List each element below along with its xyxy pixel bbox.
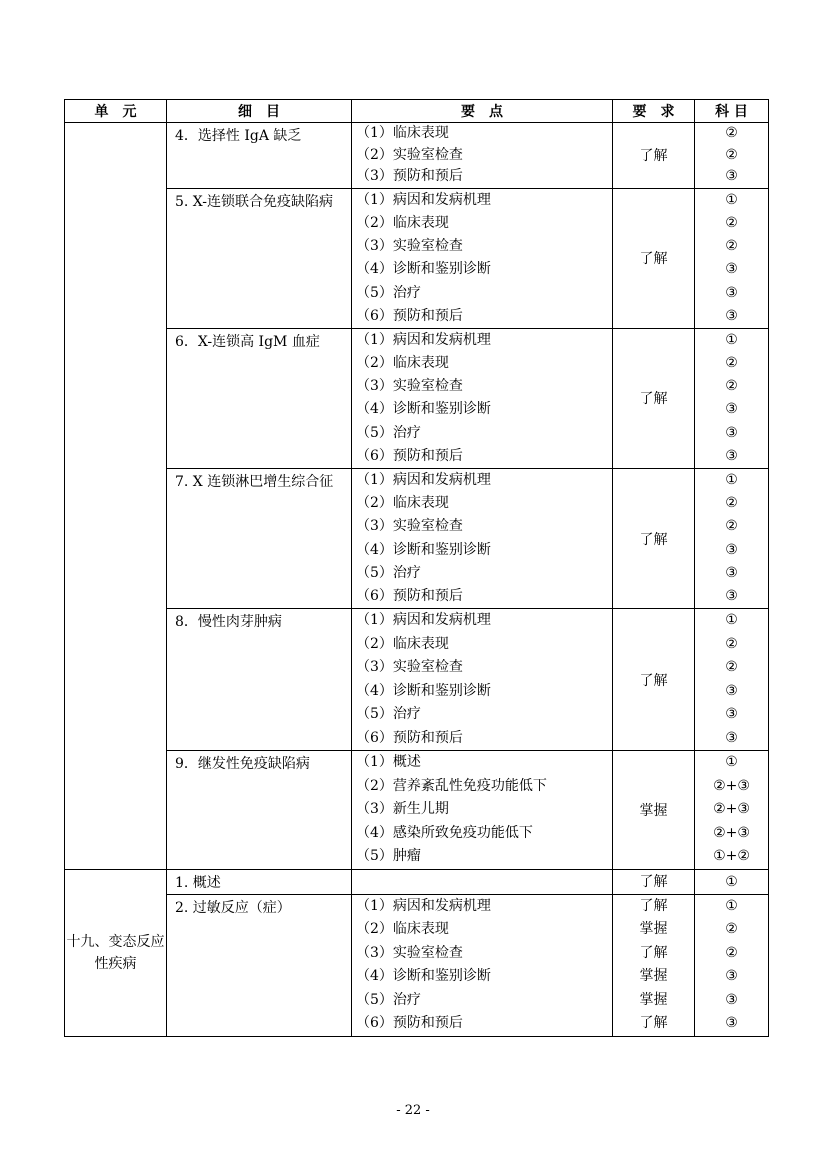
detail-cell: 5. X-连锁联合免疫缺陷病 bbox=[167, 188, 352, 328]
requirement-item: 了解 bbox=[639, 1015, 668, 1032]
point-item: （3）新生儿期 bbox=[356, 801, 449, 818]
subject-item: ② bbox=[725, 125, 738, 141]
point-item: （2）临床表现 bbox=[356, 921, 449, 938]
subject-item: ③ bbox=[725, 284, 738, 301]
point-item: （1）临床表现 bbox=[356, 125, 449, 141]
point-item: （5）治疗 bbox=[356, 424, 421, 441]
header-point: 要 点 bbox=[352, 100, 613, 123]
point-item: （5）治疗 bbox=[356, 706, 421, 723]
point-item: （4）诊断和鉴别诊断 bbox=[356, 968, 491, 985]
subjects-cell bbox=[695, 469, 769, 609]
table-body bbox=[65, 123, 769, 1037]
detail-cell: 6．X-连锁高 IgM 血症 bbox=[167, 328, 352, 468]
points-cell bbox=[352, 469, 613, 609]
detail-cell: 9．继发性免疫缺陷病 bbox=[167, 751, 352, 870]
subject-item: ① bbox=[725, 754, 738, 771]
table-row bbox=[65, 328, 769, 468]
subject-item: ③ bbox=[725, 261, 738, 278]
subjects-cell bbox=[695, 751, 769, 870]
subject-item: ① bbox=[725, 897, 738, 914]
point-item: （6）预防和预后 bbox=[356, 587, 463, 604]
points-cell bbox=[352, 188, 613, 328]
point-item: （5）治疗 bbox=[356, 284, 421, 301]
points-cell-empty bbox=[352, 869, 613, 894]
requirement-cell: 了解 bbox=[613, 328, 695, 468]
detail-cell: 7. X 连锁淋巴增生综合征 bbox=[167, 469, 352, 609]
point-item: （4）诊断和鉴别诊断 bbox=[356, 261, 491, 278]
subject-item: ③ bbox=[725, 1015, 738, 1032]
points-cell bbox=[352, 123, 613, 189]
requirement-cell: 了解 bbox=[613, 869, 695, 894]
subject-item: ③ bbox=[725, 401, 738, 418]
subjects-cell bbox=[695, 188, 769, 328]
subject-item: ③ bbox=[725, 968, 738, 985]
subject-item: ② bbox=[725, 378, 738, 395]
header-detail: 细 目 bbox=[167, 100, 352, 123]
point-item: （4）诊断和鉴别诊断 bbox=[356, 401, 491, 418]
point-item: （2）临床表现 bbox=[356, 355, 449, 372]
requirement-item: 了解 bbox=[639, 944, 668, 961]
point-item: （2）营养紊乱性免疫功能低下 bbox=[356, 777, 547, 794]
subject-item: ③ bbox=[725, 424, 738, 441]
point-item: （6）预防和预后 bbox=[356, 447, 463, 464]
unit-cell-19: 十九、变态反应性疾病 bbox=[65, 869, 167, 1036]
point-item: （1）病因和发病机理 bbox=[356, 472, 491, 489]
point-item: （3）实验室检查 bbox=[356, 238, 463, 255]
subjects-cell bbox=[695, 328, 769, 468]
subject-item: ① bbox=[725, 191, 738, 208]
requirement-item: 掌握 bbox=[639, 921, 668, 938]
subject-item: ② bbox=[725, 214, 738, 231]
point-item: （3）实验室检查 bbox=[356, 378, 463, 395]
detail-cell: 8．慢性肉芽肿病 bbox=[167, 609, 352, 751]
point-item: （1）病因和发病机理 bbox=[356, 331, 491, 348]
header-unit: 单 元 bbox=[65, 100, 167, 123]
point-item: （5）治疗 bbox=[356, 564, 421, 581]
table-row bbox=[65, 188, 769, 328]
point-item: （2）实验室检查 bbox=[356, 146, 463, 163]
subject-item: ②+③ bbox=[713, 824, 750, 841]
point-item: （5）治疗 bbox=[356, 991, 421, 1008]
subject-item: ① bbox=[725, 612, 738, 629]
table-row bbox=[65, 894, 769, 1036]
point-item: （4）诊断和鉴别诊断 bbox=[356, 682, 491, 699]
subject-item: ③ bbox=[725, 447, 738, 464]
table-row bbox=[65, 123, 769, 189]
subject-item: ② bbox=[725, 921, 738, 938]
subject-item: ③ bbox=[725, 729, 738, 746]
subjects-cell bbox=[695, 894, 769, 1036]
points-cell bbox=[352, 609, 613, 751]
points-cell bbox=[352, 894, 613, 1036]
point-item: （3）实验室检查 bbox=[356, 518, 463, 535]
point-item: （6）预防和预后 bbox=[356, 729, 463, 746]
point-item: （6）预防和预后 bbox=[356, 307, 463, 324]
subject-item: ③ bbox=[725, 991, 738, 1008]
requirement-cell: 了解 bbox=[613, 609, 695, 751]
header-requirement: 要 求 bbox=[613, 100, 695, 123]
subject-item: ② bbox=[725, 659, 738, 676]
subject-item: ② bbox=[725, 635, 738, 652]
subjects-cell: ① bbox=[695, 869, 769, 894]
detail-cell: 4．选择性 IgA 缺乏 bbox=[167, 123, 352, 189]
point-item: （1）病因和发病机理 bbox=[356, 191, 491, 208]
subject-item: ③ bbox=[725, 682, 738, 699]
requirement-cell: 掌握 bbox=[613, 751, 695, 870]
subject-item: ② bbox=[725, 146, 738, 163]
point-item: （3）预防和预后 bbox=[356, 168, 463, 185]
table-row bbox=[65, 751, 769, 870]
points-cell bbox=[352, 751, 613, 870]
point-item: （3）实验室检查 bbox=[356, 944, 463, 961]
point-item: （2）临床表现 bbox=[356, 635, 449, 652]
point-item: （2）临床表现 bbox=[356, 214, 449, 231]
requirement-cell: 了解 bbox=[613, 469, 695, 609]
points-cell bbox=[352, 328, 613, 468]
point-item: （4）诊断和鉴别诊断 bbox=[356, 541, 491, 558]
page-number: - 22 - bbox=[396, 1103, 430, 1118]
subject-item: ② bbox=[725, 355, 738, 372]
point-item: （5）肿瘤 bbox=[356, 848, 421, 865]
requirement-item: 掌握 bbox=[639, 968, 668, 985]
subject-item: ② bbox=[725, 944, 738, 961]
table-row bbox=[65, 869, 769, 894]
subject-item: ① bbox=[725, 331, 738, 348]
subject-item: ③ bbox=[725, 307, 738, 324]
subject-item: ① bbox=[725, 472, 738, 489]
detail-cell: 1. 概述 bbox=[167, 869, 352, 894]
point-item: （2）临床表现 bbox=[356, 495, 449, 512]
subject-item: ② bbox=[725, 238, 738, 255]
subject-item: ②+③ bbox=[713, 801, 750, 818]
point-item: （4）感染所致免疫功能低下 bbox=[356, 824, 533, 841]
requirement-item: 了解 bbox=[639, 897, 668, 914]
table-row bbox=[65, 469, 769, 609]
header-row bbox=[65, 100, 769, 123]
subject-item: ③ bbox=[725, 706, 738, 723]
subject-item: ①+② bbox=[713, 848, 750, 865]
subjects-cell bbox=[695, 123, 769, 189]
subject-item: ② bbox=[725, 518, 738, 535]
requirement-item: 掌握 bbox=[639, 991, 668, 1008]
detail-cell: 2. 过敏反应（症） bbox=[167, 894, 352, 1036]
subjects-cell bbox=[695, 609, 769, 751]
syllabus-table bbox=[64, 99, 769, 1037]
point-item: （1）概述 bbox=[356, 754, 421, 771]
point-item: （1）病因和发病机理 bbox=[356, 612, 491, 629]
point-item: （3）实验室检查 bbox=[356, 659, 463, 676]
subject-item: ③ bbox=[725, 541, 738, 558]
unit-cell-empty bbox=[65, 123, 167, 870]
point-item: （1）病因和发病机理 bbox=[356, 897, 491, 914]
subject-item: ③ bbox=[725, 168, 738, 185]
requirement-cell: 了解 bbox=[613, 123, 695, 189]
header-subject: 科 目 bbox=[695, 100, 769, 123]
requirement-cell: 了解 bbox=[613, 188, 695, 328]
subject-item: ②+③ bbox=[713, 777, 750, 794]
point-item: （6）预防和预后 bbox=[356, 1015, 463, 1032]
subject-item: ② bbox=[725, 495, 738, 512]
subject-item: ③ bbox=[725, 564, 738, 581]
subject-item: ③ bbox=[725, 587, 738, 604]
requirement-cell bbox=[613, 894, 695, 1036]
table-row bbox=[65, 609, 769, 751]
